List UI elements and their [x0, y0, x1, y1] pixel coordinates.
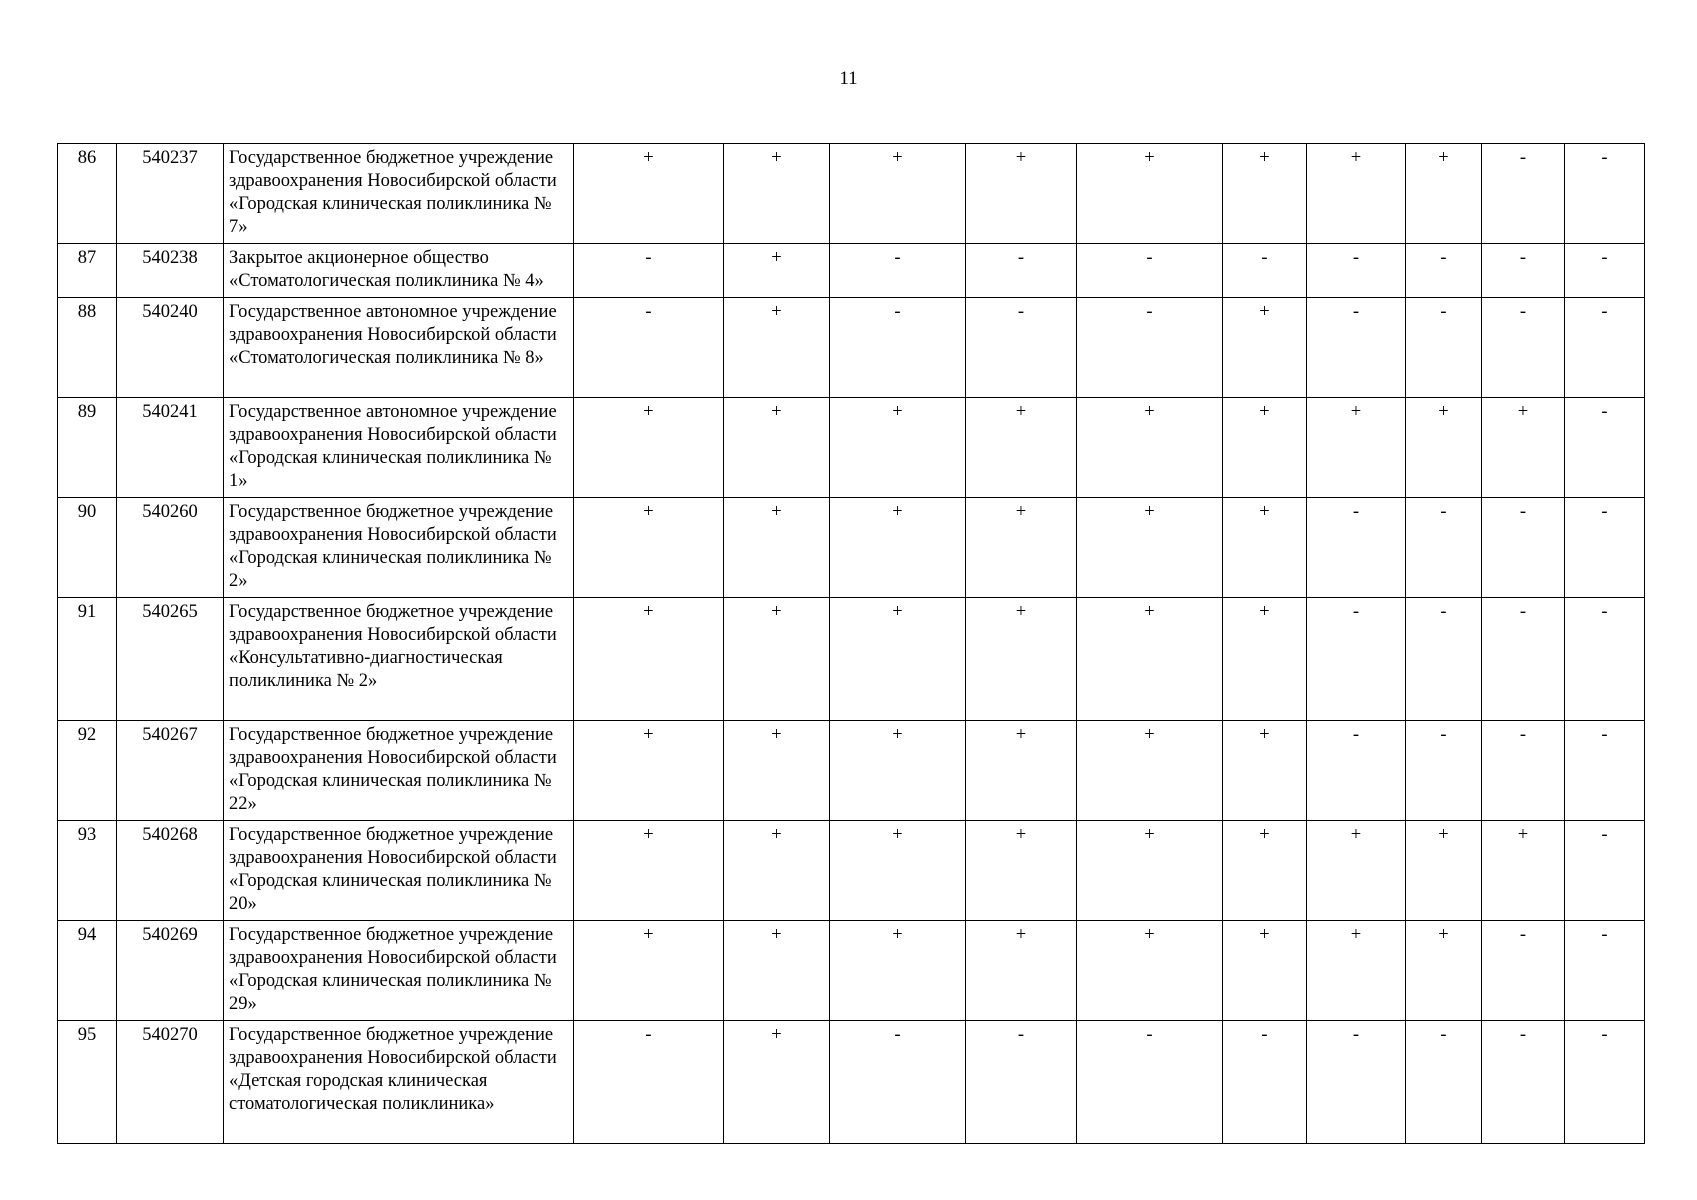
- organization-name: Государственное бюджетное учреждение здравоохранения Новосибирской области «Городская клиническая поликлиника № 7»: [224, 144, 574, 244]
- table-row: [58, 498, 1645, 598]
- service-mark: -: [1307, 598, 1406, 721]
- row-number: 86: [58, 144, 117, 244]
- registry-code: 540240: [117, 298, 224, 398]
- service-mark: -: [1565, 598, 1645, 721]
- service-mark: +: [724, 498, 830, 598]
- service-mark: -: [1077, 244, 1223, 298]
- service-mark: +: [1077, 398, 1223, 498]
- service-mark: +: [1223, 598, 1307, 721]
- registry-code: 540260: [117, 498, 224, 598]
- registry-code: 540241: [117, 398, 224, 498]
- service-mark: -: [1482, 721, 1565, 821]
- service-mark: -: [1482, 598, 1565, 721]
- service-mark: +: [1223, 298, 1307, 398]
- service-mark: -: [830, 1021, 966, 1144]
- registry-code: 540237: [117, 144, 224, 244]
- service-mark: +: [724, 298, 830, 398]
- service-mark: -: [1565, 1021, 1645, 1144]
- service-mark: +: [724, 144, 830, 244]
- row-number: 91: [58, 598, 117, 721]
- service-mark: +: [966, 821, 1077, 921]
- service-mark: +: [574, 598, 724, 721]
- organization-name: Государственное бюджетное учреждение здравоохранения Новосибирской области «Консультативно-диагностическая поликлиника № 2»: [224, 598, 574, 721]
- service-mark: +: [1077, 598, 1223, 721]
- service-mark: +: [574, 498, 724, 598]
- organization-name: Государственное автономное учреждение здравоохранения Новосибирской области «Стоматологическая поликлиника № 8»: [224, 298, 574, 398]
- service-mark: -: [1223, 1021, 1307, 1144]
- service-mark: -: [1482, 244, 1565, 298]
- service-mark: +: [1307, 144, 1406, 244]
- service-mark: +: [830, 598, 966, 721]
- service-mark: +: [724, 244, 830, 298]
- service-mark: +: [1307, 921, 1406, 1021]
- service-mark: +: [724, 821, 830, 921]
- service-mark: -: [966, 244, 1077, 298]
- service-mark: +: [1077, 144, 1223, 244]
- row-number: 87: [58, 244, 117, 298]
- service-mark: +: [1223, 821, 1307, 921]
- service-mark: -: [1307, 298, 1406, 398]
- service-mark: +: [1406, 398, 1482, 498]
- service-mark: -: [574, 1021, 724, 1144]
- service-mark: -: [1482, 498, 1565, 598]
- service-mark: +: [1307, 398, 1406, 498]
- service-mark: -: [574, 244, 724, 298]
- service-mark: -: [574, 298, 724, 398]
- registry-code: 540269: [117, 921, 224, 1021]
- service-mark: -: [1406, 498, 1482, 598]
- service-mark: +: [830, 498, 966, 598]
- service-mark: +: [724, 721, 830, 821]
- service-mark: +: [1406, 921, 1482, 1021]
- organization-name: Государственное бюджетное учреждение здравоохранения Новосибирской области «Городская клиническая поликлиника № 22»: [224, 721, 574, 821]
- page-number: 11: [839, 68, 858, 89]
- service-mark: -: [1482, 144, 1565, 244]
- registry-code: 540238: [117, 244, 224, 298]
- table-row: [58, 821, 1645, 921]
- service-mark: -: [966, 298, 1077, 398]
- service-mark: +: [1223, 921, 1307, 1021]
- registry-code: 540268: [117, 821, 224, 921]
- service-mark: +: [966, 398, 1077, 498]
- table-row: [58, 398, 1645, 498]
- service-mark: +: [724, 598, 830, 721]
- service-mark: -: [1565, 721, 1645, 821]
- service-mark: +: [1223, 398, 1307, 498]
- service-mark: +: [1077, 921, 1223, 1021]
- service-mark: +: [574, 144, 724, 244]
- service-mark: -: [1565, 921, 1645, 1021]
- service-mark: +: [830, 921, 966, 1021]
- service-mark: -: [1406, 598, 1482, 721]
- service-mark: -: [1406, 721, 1482, 821]
- organization-name: Государственное бюджетное учреждение здравоохранения Новосибирской области «Городская клиническая поликлиника № 20»: [224, 821, 574, 921]
- row-number: 89: [58, 398, 117, 498]
- service-mark: -: [1565, 821, 1645, 921]
- service-mark: -: [1565, 298, 1645, 398]
- row-number: 93: [58, 821, 117, 921]
- service-mark: +: [1406, 821, 1482, 921]
- table-row: [58, 298, 1645, 398]
- service-mark: -: [1406, 298, 1482, 398]
- service-mark: +: [830, 144, 966, 244]
- service-mark: -: [1406, 1021, 1482, 1144]
- service-mark: -: [1565, 498, 1645, 598]
- service-mark: -: [1565, 244, 1645, 298]
- service-mark: +: [1482, 398, 1565, 498]
- table-row: [58, 721, 1645, 821]
- service-mark: +: [1406, 144, 1482, 244]
- organization-name: Государственное бюджетное учреждение здравоохранения Новосибирской области «Городская клиническая поликлиника № 2»: [224, 498, 574, 598]
- registry-code: 540270: [117, 1021, 224, 1144]
- service-mark: +: [966, 921, 1077, 1021]
- service-mark: +: [574, 821, 724, 921]
- service-mark: -: [1565, 398, 1645, 498]
- service-mark: -: [966, 1021, 1077, 1144]
- service-mark: -: [1307, 721, 1406, 821]
- row-number: 88: [58, 298, 117, 398]
- service-mark: +: [830, 821, 966, 921]
- service-mark: +: [724, 1021, 830, 1144]
- registry-code: 540267: [117, 721, 224, 821]
- service-mark: -: [830, 298, 966, 398]
- organization-name: Государственное автономное учреждение здравоохранения Новосибирской области «Городская клиническая поликлиника № 1»: [224, 398, 574, 498]
- service-mark: -: [1307, 498, 1406, 598]
- service-mark: +: [724, 921, 830, 1021]
- row-number: 92: [58, 721, 117, 821]
- service-mark: +: [966, 721, 1077, 821]
- row-number: 94: [58, 921, 117, 1021]
- service-mark: -: [1406, 244, 1482, 298]
- registry-table: [57, 143, 1645, 1144]
- service-mark: +: [830, 398, 966, 498]
- service-mark: -: [1482, 921, 1565, 1021]
- service-mark: -: [1223, 244, 1307, 298]
- service-mark: -: [1565, 144, 1645, 244]
- table-row: [58, 1021, 1645, 1144]
- organization-name: Государственное бюджетное учреждение здравоохранения Новосибирской области «Городская клиническая поликлиника № 29»: [224, 921, 574, 1021]
- row-number: 90: [58, 498, 117, 598]
- service-mark: +: [966, 498, 1077, 598]
- service-mark: +: [966, 598, 1077, 721]
- service-mark: -: [1482, 298, 1565, 398]
- organization-name: Государственное бюджетное учреждение здравоохранения Новосибирской области «Детская городская клиническая стоматологическая поликлиника»: [224, 1021, 574, 1144]
- service-mark: +: [830, 721, 966, 821]
- service-mark: +: [1077, 498, 1223, 598]
- service-mark: +: [724, 398, 830, 498]
- service-mark: +: [1223, 498, 1307, 598]
- table-row: [58, 921, 1645, 1021]
- service-mark: -: [1307, 244, 1406, 298]
- service-mark: -: [1077, 1021, 1223, 1144]
- service-mark: -: [1077, 298, 1223, 398]
- service-mark: +: [1223, 144, 1307, 244]
- service-mark: +: [574, 398, 724, 498]
- service-mark: +: [1077, 821, 1223, 921]
- service-mark: +: [574, 721, 724, 821]
- table-row: [58, 144, 1645, 244]
- table-row: [58, 598, 1645, 721]
- organization-name: Закрытое акционерное общество «Стоматологическая поликлиника № 4»: [224, 244, 574, 298]
- service-mark: +: [574, 921, 724, 1021]
- service-mark: +: [1307, 821, 1406, 921]
- service-mark: +: [1077, 721, 1223, 821]
- table-row: [58, 244, 1645, 298]
- registry-code: 540265: [117, 598, 224, 721]
- service-mark: -: [1482, 1021, 1565, 1144]
- service-mark: +: [1482, 821, 1565, 921]
- service-mark: +: [1223, 721, 1307, 821]
- service-mark: -: [1307, 1021, 1406, 1144]
- service-mark: +: [966, 144, 1077, 244]
- service-mark: -: [830, 244, 966, 298]
- row-number: 95: [58, 1021, 117, 1144]
